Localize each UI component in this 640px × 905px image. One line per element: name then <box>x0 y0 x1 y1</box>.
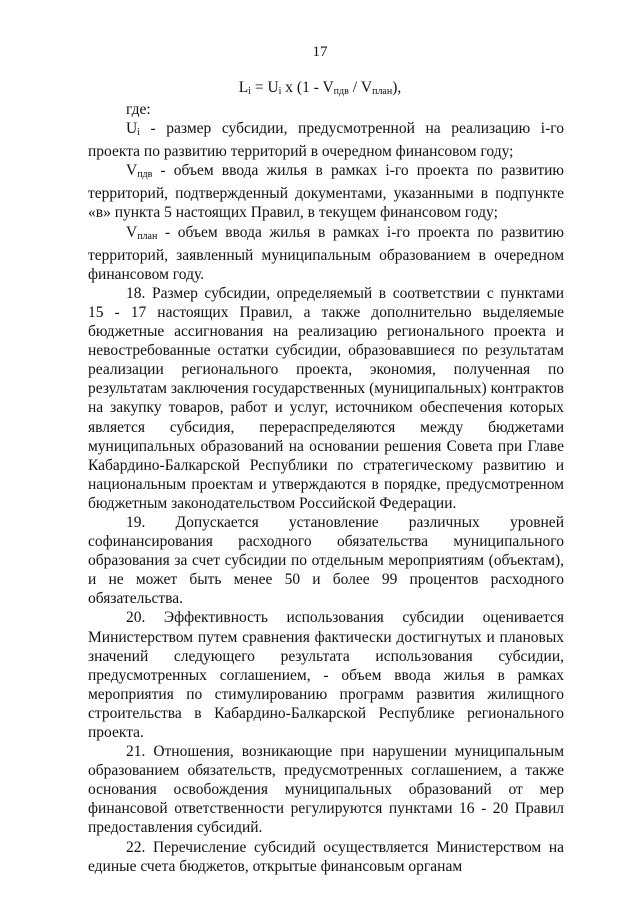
def-symbol: V <box>126 162 138 180</box>
paragraph-18: 18. Размер субсидии, определяемый в соответствии с пунктами 15 - 17 настоящих Правил, а также дополнительно выделяемые бюджетные ассигнования на реализацию регионального проекта и невостребованные остатки субсидии, образовавшиеся по результатам реализации регионального проекта, экономия, полученная по результатам заключения государственных (муниципальных) контрактов на закупку товаров, работ и услуг, источником обеспечения которых является субсидия, перераспределяются между бюджетами муниципальных образований на основании решения Совета при Главе Кабардино-Балкарской Республики по стратегическому развитию и национальным проектам и утверждаются в порядке, предусмотренном бюджетным законодательством Российской Федерации. <box>88 284 564 512</box>
formula-v2-sub: план <box>372 86 393 97</box>
formula-mid: x (1 - V <box>281 79 334 96</box>
definition-u <box>88 119 564 161</box>
page-number: 17 <box>312 44 328 60</box>
def-symbol: U <box>126 120 138 138</box>
def-subscript: план <box>137 230 158 242</box>
formula <box>0 79 640 97</box>
paragraph-22: 22. Перечисление субсидий осуществляется Министерством на единые счета бюджетов, открытые финансовым органам <box>88 838 564 875</box>
def-text: - объем ввода жилья в рамках i-го проекта по развитию территорий, заявленный муниципальным образованием в очередном финансовом году. <box>88 223 564 283</box>
def-text: - размер субсидии, предусмотренной на реализацию i-го проекта по развитию территорий в очередном финансовом году; <box>88 120 564 161</box>
formula-lhs: L <box>238 79 249 96</box>
formula-u-sub: i <box>278 86 282 97</box>
def-subscript: i <box>137 127 140 139</box>
definition-v-pdv <box>88 161 564 222</box>
def-symbol: V <box>126 223 138 241</box>
def-text: - объем ввода жилья в рамках i-го проекта по развитию территорий, подтвержденный документами, указанными в подпункте «в» пункта 5 настоящих Правил, в текущем финансовом году; <box>88 162 564 222</box>
def-subscript: пдв <box>137 169 153 181</box>
paragraph-21: 21. Отношения, возникающие при нарушении муниципальным образованием обязательств, предусмотренных соглашением, а также основания освобождения муниципальных образований от мер финансовой ответственности регулируются пунктами 16 - 20 Правил предоставления субсидий. <box>88 743 564 837</box>
where-label: где: <box>126 101 151 118</box>
formula-eq: = U <box>250 79 279 96</box>
formula-tail: ), <box>392 79 402 96</box>
formula-slash: / V <box>348 79 373 96</box>
formula-v1-sub: пдв <box>333 86 349 97</box>
document-body <box>88 100 564 876</box>
paragraph-20: 20. Эффективность использования субсидии оценивается Министерством путем сравнения фактически достигнутых и плановых значений следующего результата использования субсидии, предусмотренных соглашением, - объем ввода жилья в рамках мероприятия по стимулированию программ развития жилищного строительства в Кабардино-Балкарской Республике регионального проекта. <box>88 609 564 741</box>
paragraph-19: 19. Допускается установление различных уровней софинансирования расходного обязательства муниципального образования за счет субсидии по отдельным мероприятиям (объектам), и не может быть менее 50 и более 99 процентов расходного обязательства. <box>88 513 564 608</box>
definition-v-plan <box>88 223 564 284</box>
formula-lhs-sub: i <box>248 86 251 97</box>
